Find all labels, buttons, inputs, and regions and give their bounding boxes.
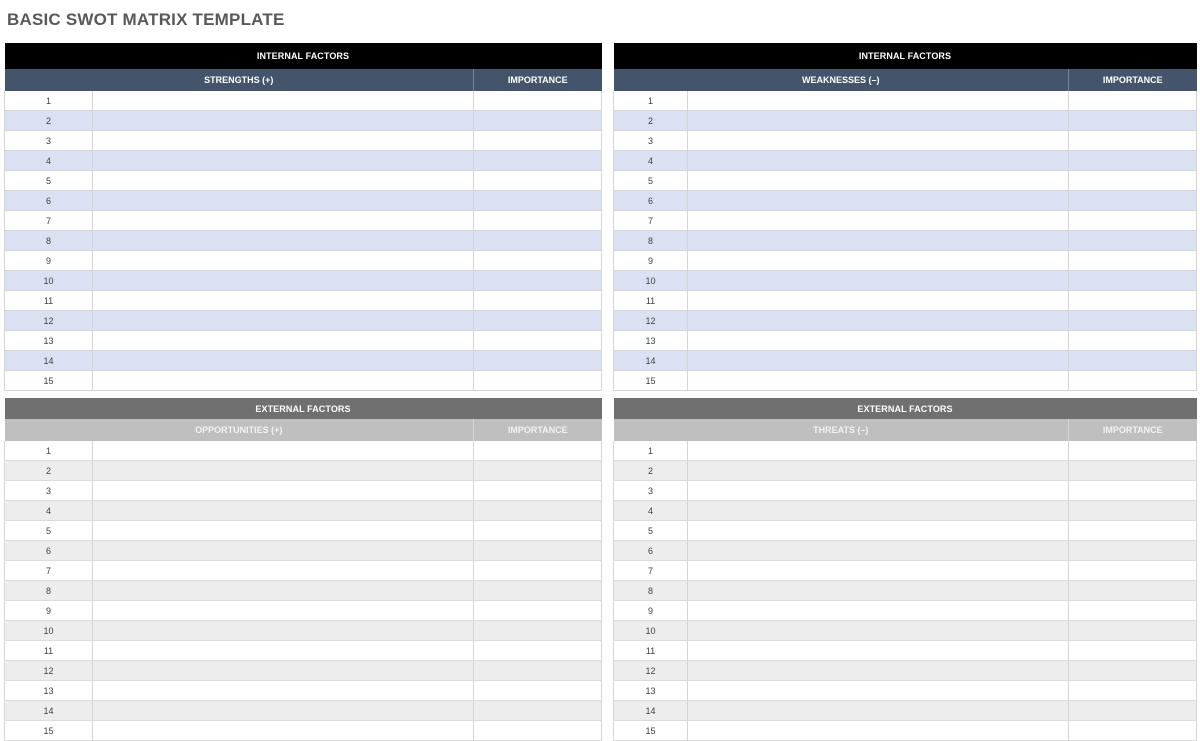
row-number: 11 <box>5 291 93 311</box>
importance-cell[interactable] <box>1069 641 1197 661</box>
importance-cell[interactable] <box>1069 441 1197 461</box>
table-row <box>614 521 1197 541</box>
factor-cell[interactable] <box>93 641 474 661</box>
importance-cell[interactable] <box>474 681 602 701</box>
table-row <box>5 481 602 501</box>
row-number: 11 <box>614 291 688 311</box>
importance-cell[interactable] <box>474 91 602 111</box>
row-number: 6 <box>614 191 688 211</box>
table-row <box>5 251 602 271</box>
opportunities-rows <box>5 441 602 741</box>
importance-cell[interactable] <box>1069 131 1197 151</box>
row-number: 3 <box>5 131 93 151</box>
row-number: 4 <box>614 501 688 521</box>
factor-cell[interactable] <box>688 151 1069 171</box>
table-row <box>5 681 602 701</box>
factor-cell[interactable] <box>688 191 1069 211</box>
table-row <box>5 441 602 461</box>
importance-cell[interactable] <box>1069 251 1197 271</box>
importance-cell[interactable] <box>1069 581 1197 601</box>
importance-cell[interactable] <box>1069 601 1197 621</box>
row-number: 7 <box>5 211 93 231</box>
row-number: 6 <box>614 541 688 561</box>
importance-cell[interactable] <box>1069 351 1197 371</box>
factor-cell[interactable] <box>93 191 474 211</box>
factor-cell[interactable] <box>93 371 474 391</box>
table-row <box>614 721 1197 741</box>
table-row <box>614 441 1197 461</box>
importance-cell[interactable] <box>1069 191 1197 211</box>
factor-cell[interactable] <box>93 521 474 541</box>
table-row <box>5 311 602 331</box>
row-number: 14 <box>5 351 93 371</box>
table-row <box>614 581 1197 601</box>
factor-cell[interactable] <box>93 291 474 311</box>
internal-factors-header: INTERNAL FACTORS <box>614 43 1197 69</box>
importance-cell[interactable] <box>474 331 602 351</box>
row-number: 9 <box>614 251 688 271</box>
table-row <box>5 271 602 291</box>
factor-cell[interactable] <box>93 91 474 111</box>
table-row <box>5 331 602 351</box>
row-number: 8 <box>614 231 688 251</box>
factor-cell[interactable] <box>688 581 1069 601</box>
row-number: 13 <box>614 681 688 701</box>
importance-cell[interactable] <box>474 521 602 541</box>
importance-cell[interactable] <box>1069 501 1197 521</box>
row-number: 11 <box>614 641 688 661</box>
table-row <box>5 211 602 231</box>
table-row <box>614 461 1197 481</box>
table-row <box>5 701 602 721</box>
importance-cell[interactable] <box>474 111 602 131</box>
factor-cell[interactable] <box>688 721 1069 741</box>
importance-cell[interactable] <box>474 291 602 311</box>
importance-cell[interactable] <box>1069 211 1197 231</box>
importance-cell[interactable] <box>474 371 602 391</box>
table-row <box>614 621 1197 641</box>
importance-heading: IMPORTANCE <box>1069 419 1197 441</box>
table-row <box>614 111 1197 131</box>
table-row <box>5 721 602 741</box>
row-number: 15 <box>614 371 688 391</box>
factor-cell[interactable] <box>93 351 474 371</box>
row-number: 14 <box>5 701 93 721</box>
importance-cell[interactable] <box>1069 661 1197 681</box>
table-row <box>5 351 602 371</box>
importance-cell[interactable] <box>474 461 602 481</box>
factor-cell[interactable] <box>93 441 474 461</box>
table-row <box>5 621 602 641</box>
row-number: 3 <box>5 481 93 501</box>
row-number: 8 <box>5 581 93 601</box>
table-row <box>614 231 1197 251</box>
row-number: 10 <box>5 271 93 291</box>
table-row <box>614 311 1197 331</box>
importance-cell[interactable] <box>1069 151 1197 171</box>
factor-cell[interactable] <box>688 211 1069 231</box>
table-row <box>5 231 602 251</box>
factor-cell[interactable] <box>688 561 1069 581</box>
importance-cell[interactable] <box>474 251 602 271</box>
row-number: 13 <box>5 681 93 701</box>
table-row <box>5 581 602 601</box>
importance-cell[interactable] <box>1069 291 1197 311</box>
factor-cell[interactable] <box>93 621 474 641</box>
table-row <box>614 271 1197 291</box>
table-row <box>614 561 1197 581</box>
table-row <box>614 701 1197 721</box>
factor-cell[interactable] <box>688 661 1069 681</box>
factor-cell[interactable] <box>688 131 1069 151</box>
factor-cell[interactable] <box>688 701 1069 721</box>
factor-cell[interactable] <box>93 461 474 481</box>
importance-cell[interactable] <box>1069 681 1197 701</box>
factor-cell[interactable] <box>93 331 474 351</box>
importance-cell[interactable] <box>474 151 602 171</box>
threats-rows <box>614 441 1197 741</box>
importance-cell[interactable] <box>474 271 602 291</box>
table-row <box>5 601 602 621</box>
table-row <box>614 661 1197 681</box>
weaknesses-rows <box>614 91 1197 391</box>
external-factors-header: EXTERNAL FACTORS <box>5 398 602 419</box>
row-number: 15 <box>614 721 688 741</box>
importance-cell[interactable] <box>474 351 602 371</box>
importance-cell[interactable] <box>474 621 602 641</box>
row-number: 7 <box>614 211 688 231</box>
factor-cell[interactable] <box>688 311 1069 331</box>
table-row <box>5 461 602 481</box>
importance-cell[interactable] <box>1069 331 1197 351</box>
table-row <box>614 681 1197 701</box>
factor-cell[interactable] <box>688 91 1069 111</box>
factor-cell[interactable] <box>93 211 474 231</box>
threats-heading: THREATS (–) <box>614 419 1069 441</box>
importance-cell[interactable] <box>1069 371 1197 391</box>
row-number: 12 <box>614 311 688 331</box>
factor-cell[interactable] <box>688 681 1069 701</box>
internal-factors-header: INTERNAL FACTORS <box>5 43 602 69</box>
factor-cell[interactable] <box>93 601 474 621</box>
row-number: 7 <box>614 561 688 581</box>
table-row <box>614 351 1197 371</box>
row-number: 1 <box>614 441 688 461</box>
factor-cell[interactable] <box>688 621 1069 641</box>
table-row <box>5 661 602 681</box>
factor-cell[interactable] <box>688 541 1069 561</box>
table-row <box>5 521 602 541</box>
external-factors-header: EXTERNAL FACTORS <box>614 398 1197 419</box>
factor-cell[interactable] <box>93 481 474 501</box>
table-row <box>614 371 1197 391</box>
weaknesses-heading: WEAKNESSES (–) <box>614 69 1069 91</box>
factor-cell[interactable] <box>688 251 1069 271</box>
table-row <box>5 371 602 391</box>
importance-cell[interactable] <box>474 131 602 151</box>
table-row <box>5 561 602 581</box>
importance-cell[interactable] <box>1069 111 1197 131</box>
table-row <box>614 171 1197 191</box>
table-row <box>614 211 1197 231</box>
importance-cell[interactable] <box>1069 561 1197 581</box>
importance-cell[interactable] <box>1069 521 1197 541</box>
table-row <box>5 641 602 661</box>
importance-cell[interactable] <box>474 191 602 211</box>
table-row <box>614 131 1197 151</box>
table-row <box>614 331 1197 351</box>
importance-cell[interactable] <box>1069 461 1197 481</box>
opportunities-heading: OPPORTUNITIES (+) <box>5 419 474 441</box>
row-number: 10 <box>614 271 688 291</box>
factor-cell[interactable] <box>93 501 474 521</box>
factor-cell[interactable] <box>688 501 1069 521</box>
table-row <box>614 601 1197 621</box>
importance-cell[interactable] <box>474 641 602 661</box>
table-row <box>5 111 602 131</box>
table-row <box>614 541 1197 561</box>
factor-cell[interactable] <box>93 701 474 721</box>
importance-cell[interactable] <box>474 171 602 191</box>
row-number: 5 <box>5 521 93 541</box>
factor-cell[interactable] <box>93 561 474 581</box>
factor-cell[interactable] <box>93 111 474 131</box>
table-row <box>614 151 1197 171</box>
importance-cell[interactable] <box>1069 171 1197 191</box>
factor-cell[interactable] <box>93 581 474 601</box>
row-number: 2 <box>5 461 93 481</box>
row-number: 4 <box>5 151 93 171</box>
row-number: 15 <box>5 371 93 391</box>
table-row <box>5 171 602 191</box>
factor-cell[interactable] <box>93 171 474 191</box>
row-number: 1 <box>5 441 93 461</box>
page-title: BASIC SWOT MATRIX TEMPLATE <box>7 10 285 29</box>
factor-cell[interactable] <box>93 681 474 701</box>
table-row <box>5 151 602 171</box>
factor-cell[interactable] <box>688 601 1069 621</box>
factor-cell[interactable] <box>688 111 1069 131</box>
factor-cell[interactable] <box>688 481 1069 501</box>
factor-cell[interactable] <box>93 721 474 741</box>
row-number: 8 <box>614 581 688 601</box>
importance-cell[interactable] <box>474 211 602 231</box>
row-number: 1 <box>5 91 93 111</box>
factor-cell[interactable] <box>688 291 1069 311</box>
row-number: 12 <box>5 311 93 331</box>
importance-heading: IMPORTANCE <box>1069 69 1197 91</box>
importance-cell[interactable] <box>474 231 602 251</box>
table-row <box>5 91 602 111</box>
importance-cell[interactable] <box>1069 621 1197 641</box>
row-number: 3 <box>614 481 688 501</box>
table-row <box>614 481 1197 501</box>
row-number: 10 <box>614 621 688 641</box>
factor-cell[interactable] <box>688 641 1069 661</box>
row-number: 12 <box>5 661 93 681</box>
row-number: 4 <box>5 501 93 521</box>
row-number: 13 <box>614 331 688 351</box>
factor-cell[interactable] <box>93 541 474 561</box>
row-number: 9 <box>5 601 93 621</box>
importance-cell[interactable] <box>474 501 602 521</box>
importance-cell[interactable] <box>1069 701 1197 721</box>
importance-cell[interactable] <box>1069 481 1197 501</box>
table-row <box>5 131 602 151</box>
strengths-rows <box>5 91 602 391</box>
importance-cell[interactable] <box>474 541 602 561</box>
row-number: 5 <box>614 171 688 191</box>
importance-cell[interactable] <box>1069 231 1197 251</box>
row-number: 9 <box>614 601 688 621</box>
factor-cell[interactable] <box>688 351 1069 371</box>
importance-cell[interactable] <box>1069 91 1197 111</box>
table-row <box>614 641 1197 661</box>
table-row <box>614 251 1197 271</box>
strengths-quadrant <box>4 43 602 391</box>
row-number: 2 <box>614 111 688 131</box>
row-number: 2 <box>614 461 688 481</box>
row-number: 3 <box>614 131 688 151</box>
factor-cell[interactable] <box>93 271 474 291</box>
importance-cell[interactable] <box>474 701 602 721</box>
importance-cell[interactable] <box>474 661 602 681</box>
importance-cell[interactable] <box>1069 721 1197 741</box>
factor-cell[interactable] <box>688 521 1069 541</box>
table-row <box>5 501 602 521</box>
importance-cell[interactable] <box>1069 311 1197 331</box>
importance-heading: IMPORTANCE <box>474 419 602 441</box>
row-number: 6 <box>5 191 93 211</box>
importance-cell[interactable] <box>474 481 602 501</box>
row-number: 12 <box>614 661 688 681</box>
row-number: 6 <box>5 541 93 561</box>
importance-cell[interactable] <box>1069 271 1197 291</box>
opportunities-quadrant <box>4 398 602 741</box>
table-row <box>5 291 602 311</box>
weaknesses-quadrant <box>613 43 1197 391</box>
factor-cell[interactable] <box>93 251 474 271</box>
factor-cell[interactable] <box>688 461 1069 481</box>
table-row <box>614 291 1197 311</box>
threats-quadrant <box>613 398 1197 741</box>
importance-cell[interactable] <box>474 311 602 331</box>
factor-cell[interactable] <box>93 311 474 331</box>
factor-cell[interactable] <box>688 331 1069 351</box>
row-number: 5 <box>614 521 688 541</box>
row-number: 11 <box>5 641 93 661</box>
factor-cell[interactable] <box>688 441 1069 461</box>
importance-cell[interactable] <box>474 441 602 461</box>
importance-cell[interactable] <box>474 721 602 741</box>
row-number: 4 <box>614 151 688 171</box>
factor-cell[interactable] <box>688 371 1069 391</box>
row-number: 5 <box>5 171 93 191</box>
row-number: 7 <box>5 561 93 581</box>
factor-cell[interactable] <box>688 231 1069 251</box>
table-row <box>614 191 1197 211</box>
table-row <box>614 91 1197 111</box>
table-row <box>5 541 602 561</box>
factor-cell[interactable] <box>688 271 1069 291</box>
row-number: 14 <box>614 701 688 721</box>
row-number: 2 <box>5 111 93 131</box>
factor-cell[interactable] <box>93 231 474 251</box>
importance-cell[interactable] <box>474 581 602 601</box>
strengths-heading: STRENGTHS (+) <box>5 69 474 91</box>
importance-cell[interactable] <box>474 561 602 581</box>
importance-heading: IMPORTANCE <box>474 69 602 91</box>
row-number: 10 <box>5 621 93 641</box>
row-number: 13 <box>5 331 93 351</box>
row-number: 8 <box>5 231 93 251</box>
importance-cell[interactable] <box>1069 541 1197 561</box>
factor-cell[interactable] <box>93 131 474 151</box>
factor-cell[interactable] <box>688 171 1069 191</box>
row-number: 9 <box>5 251 93 271</box>
row-number: 15 <box>5 721 93 741</box>
row-number: 14 <box>614 351 688 371</box>
importance-cell[interactable] <box>474 601 602 621</box>
table-row <box>5 191 602 211</box>
table-row <box>614 501 1197 521</box>
factor-cell[interactable] <box>93 661 474 681</box>
factor-cell[interactable] <box>93 151 474 171</box>
row-number: 1 <box>614 91 688 111</box>
